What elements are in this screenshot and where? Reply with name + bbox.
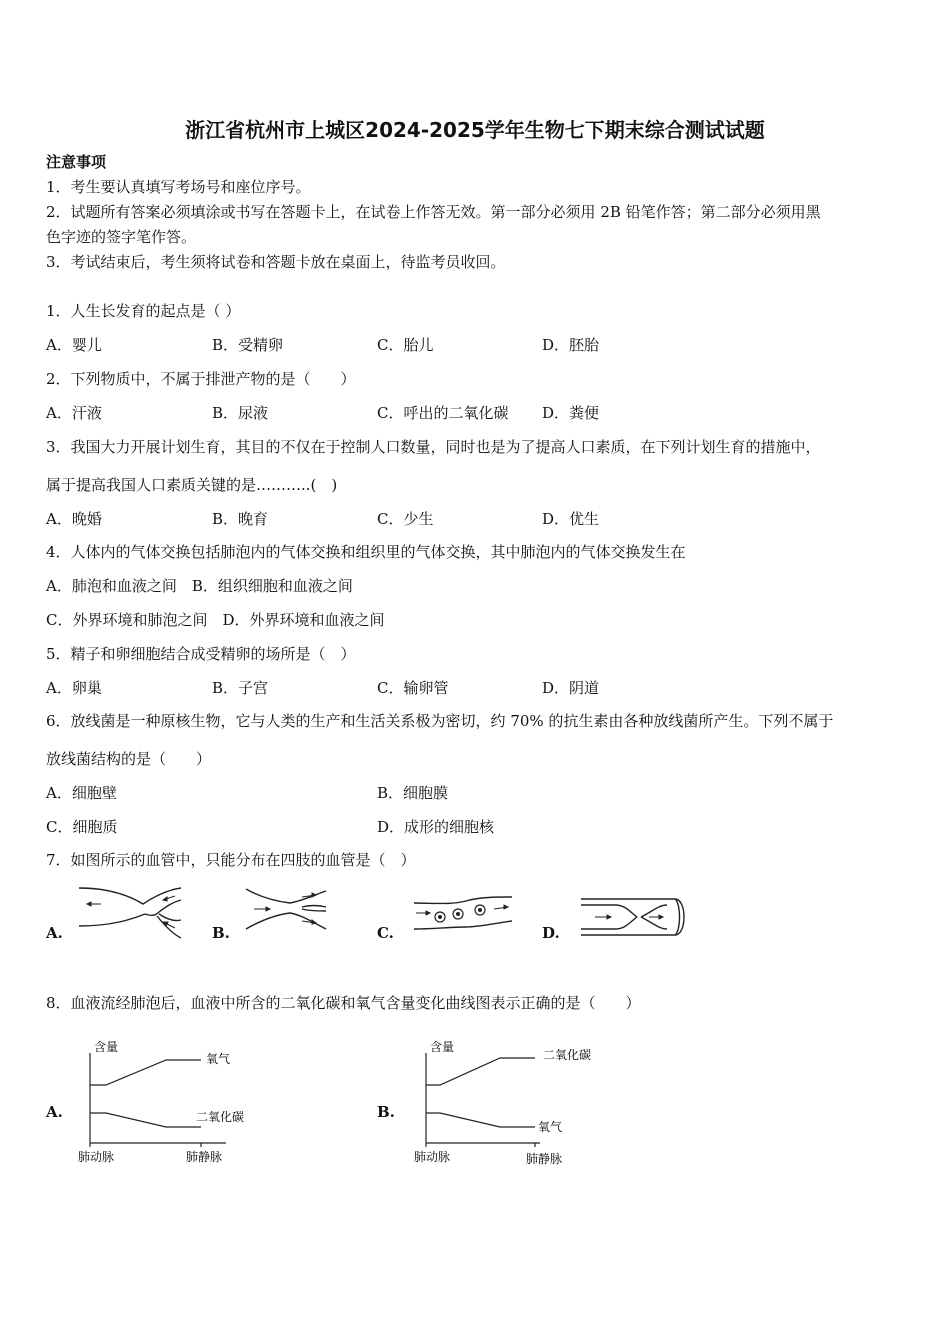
question-7-option-a: A. (46, 924, 63, 942)
question-1-option-b: B．受精卵 (212, 336, 284, 354)
question-8-stem: 8．血液流经肺泡后，血液中所含的二氧化碳和氧气含量变化曲线图表示正确的是（ ） (46, 994, 641, 1012)
page-title: 浙江省杭州市上城区2024-2025学年生物七下期末综合测试试题 (185, 118, 765, 142)
notice-item: 色字迹的签字笔作答。 (46, 228, 197, 246)
question-6-option-d: D．成形的细胞核 (377, 818, 495, 836)
question-2-stem: 2．下列物质中，不属于排泄产物的是（ ） (46, 370, 356, 388)
question-3-stem-cont: 属于提高我国人口素质关键的是………..( ) (46, 476, 338, 494)
question-8-option-a: A. (46, 1103, 63, 1121)
question-5-stem: 5．精子和卵细胞结合成受精卵的场所是（ ） (46, 645, 356, 663)
graph-a (76, 1035, 276, 1170)
question-2-option-c: C．呼出的二氧化碳 (377, 404, 509, 422)
question-4-stem: 4．人体内的气体交换包括肺泡内的气体交换和组织里的气体交换，其中肺泡内的气体交换发生在 (46, 543, 686, 561)
graph-a-ylabel: 含量 (94, 1040, 119, 1054)
graph-b-ylabel: 含量 (430, 1040, 455, 1054)
question-7-option-c: C. (377, 924, 394, 942)
graph-a-upper-curve (90, 1060, 201, 1085)
question-6-option-b: B．细胞膜 (377, 784, 449, 802)
question-3-option-b: B．晚育 (212, 510, 269, 528)
question-7-option-b: B. (212, 924, 230, 942)
notice-item: 2．试题所有答案必须填涂或书写在答题卡上，在试卷上作答无效。第一部分必须用 2B 铅笔作答；第二部分必须用黑 (46, 203, 821, 221)
vessel-c-diagram (410, 893, 516, 937)
graph-b-lower-curve (426, 1113, 535, 1127)
question-6-option-c: C．细胞质 (46, 818, 118, 836)
question-1-option-d: D．胚胎 (542, 336, 600, 354)
question-8-option-b: B. (377, 1103, 395, 1121)
notice-item: 3．考试结束后，考生须将试卷和答题卡放在桌面上，待监考员收回。 (46, 253, 506, 271)
graph-b-upper-curve (426, 1058, 535, 1085)
question-7-option-d: D. (542, 924, 560, 942)
question-3-stem: 3．我国大力开展计划生育，其目的不仅在于控制人口数量，同时也是为了提高人口素质，在下列计划生育的措施中， (46, 438, 821, 456)
question-3-option-d: D．优生 (542, 510, 600, 528)
graph-a-x-end: 肺静脉 (186, 1150, 223, 1164)
question-5-option-b: B．子宫 (212, 679, 269, 697)
notice-heading: 注意事项 (46, 153, 107, 171)
question-6-stem: 6．放线菌是一种原核生物，它与人类的生产和生活关系极为密切，约 70% 的抗生素由各种放线菌所产生。下列不属于 (46, 712, 834, 730)
question-3-option-a: A．晚婚 (46, 510, 102, 528)
graph-a-lower-curve (90, 1113, 201, 1127)
graph-a-upper-label: 氧气 (206, 1052, 231, 1066)
question-3-option-c: C．少生 (377, 510, 434, 528)
question-2-option-d: D．粪便 (542, 404, 600, 422)
question-2-option-b: B．尿液 (212, 404, 269, 422)
vessel-d-diagram (575, 895, 690, 939)
vessel-a-diagram (75, 882, 185, 944)
graph-b-upper-label: 二氧化碳 (543, 1048, 592, 1062)
question-4-options-row2: C．外界环境和肺泡之间 D．外界环境和血液之间 (46, 611, 385, 629)
question-5-option-a: A．卵巢 (46, 679, 102, 697)
question-2-option-a: A．汗液 (46, 404, 102, 422)
question-6-stem-cont: 放线菌结构的是（ ） (46, 750, 212, 768)
graph-a-lower-label: 二氧化碳 (196, 1110, 245, 1124)
question-1-stem: 1．人生长发育的起点是（ ） (46, 302, 241, 320)
notice-item: 1．考生要认真填写考场号和座位序号。 (46, 178, 311, 196)
question-1-option-a: A．婴儿 (46, 336, 102, 354)
graph-b-x-end: 肺静脉 (526, 1152, 563, 1166)
graph-b-x-start: 肺动脉 (414, 1150, 451, 1164)
graph-a-x-start: 肺动脉 (78, 1150, 115, 1164)
question-5-option-c: C．输卵管 (377, 679, 449, 697)
question-7-stem: 7．如图所示的血管中，只能分布在四肢的血管是（ ） (46, 851, 416, 869)
graph-b-lower-label: 氧气 (538, 1120, 563, 1134)
question-6-option-a: A．细胞壁 (46, 784, 117, 802)
question-4-options-row1: A．肺泡和血液之间 B．组织细胞和血液之间 (46, 577, 353, 595)
question-1-option-c: C．胎儿 (377, 336, 434, 354)
graph-b (410, 1035, 620, 1170)
vessel-b-diagram (240, 885, 330, 935)
question-5-option-d: D．阴道 (542, 679, 600, 697)
